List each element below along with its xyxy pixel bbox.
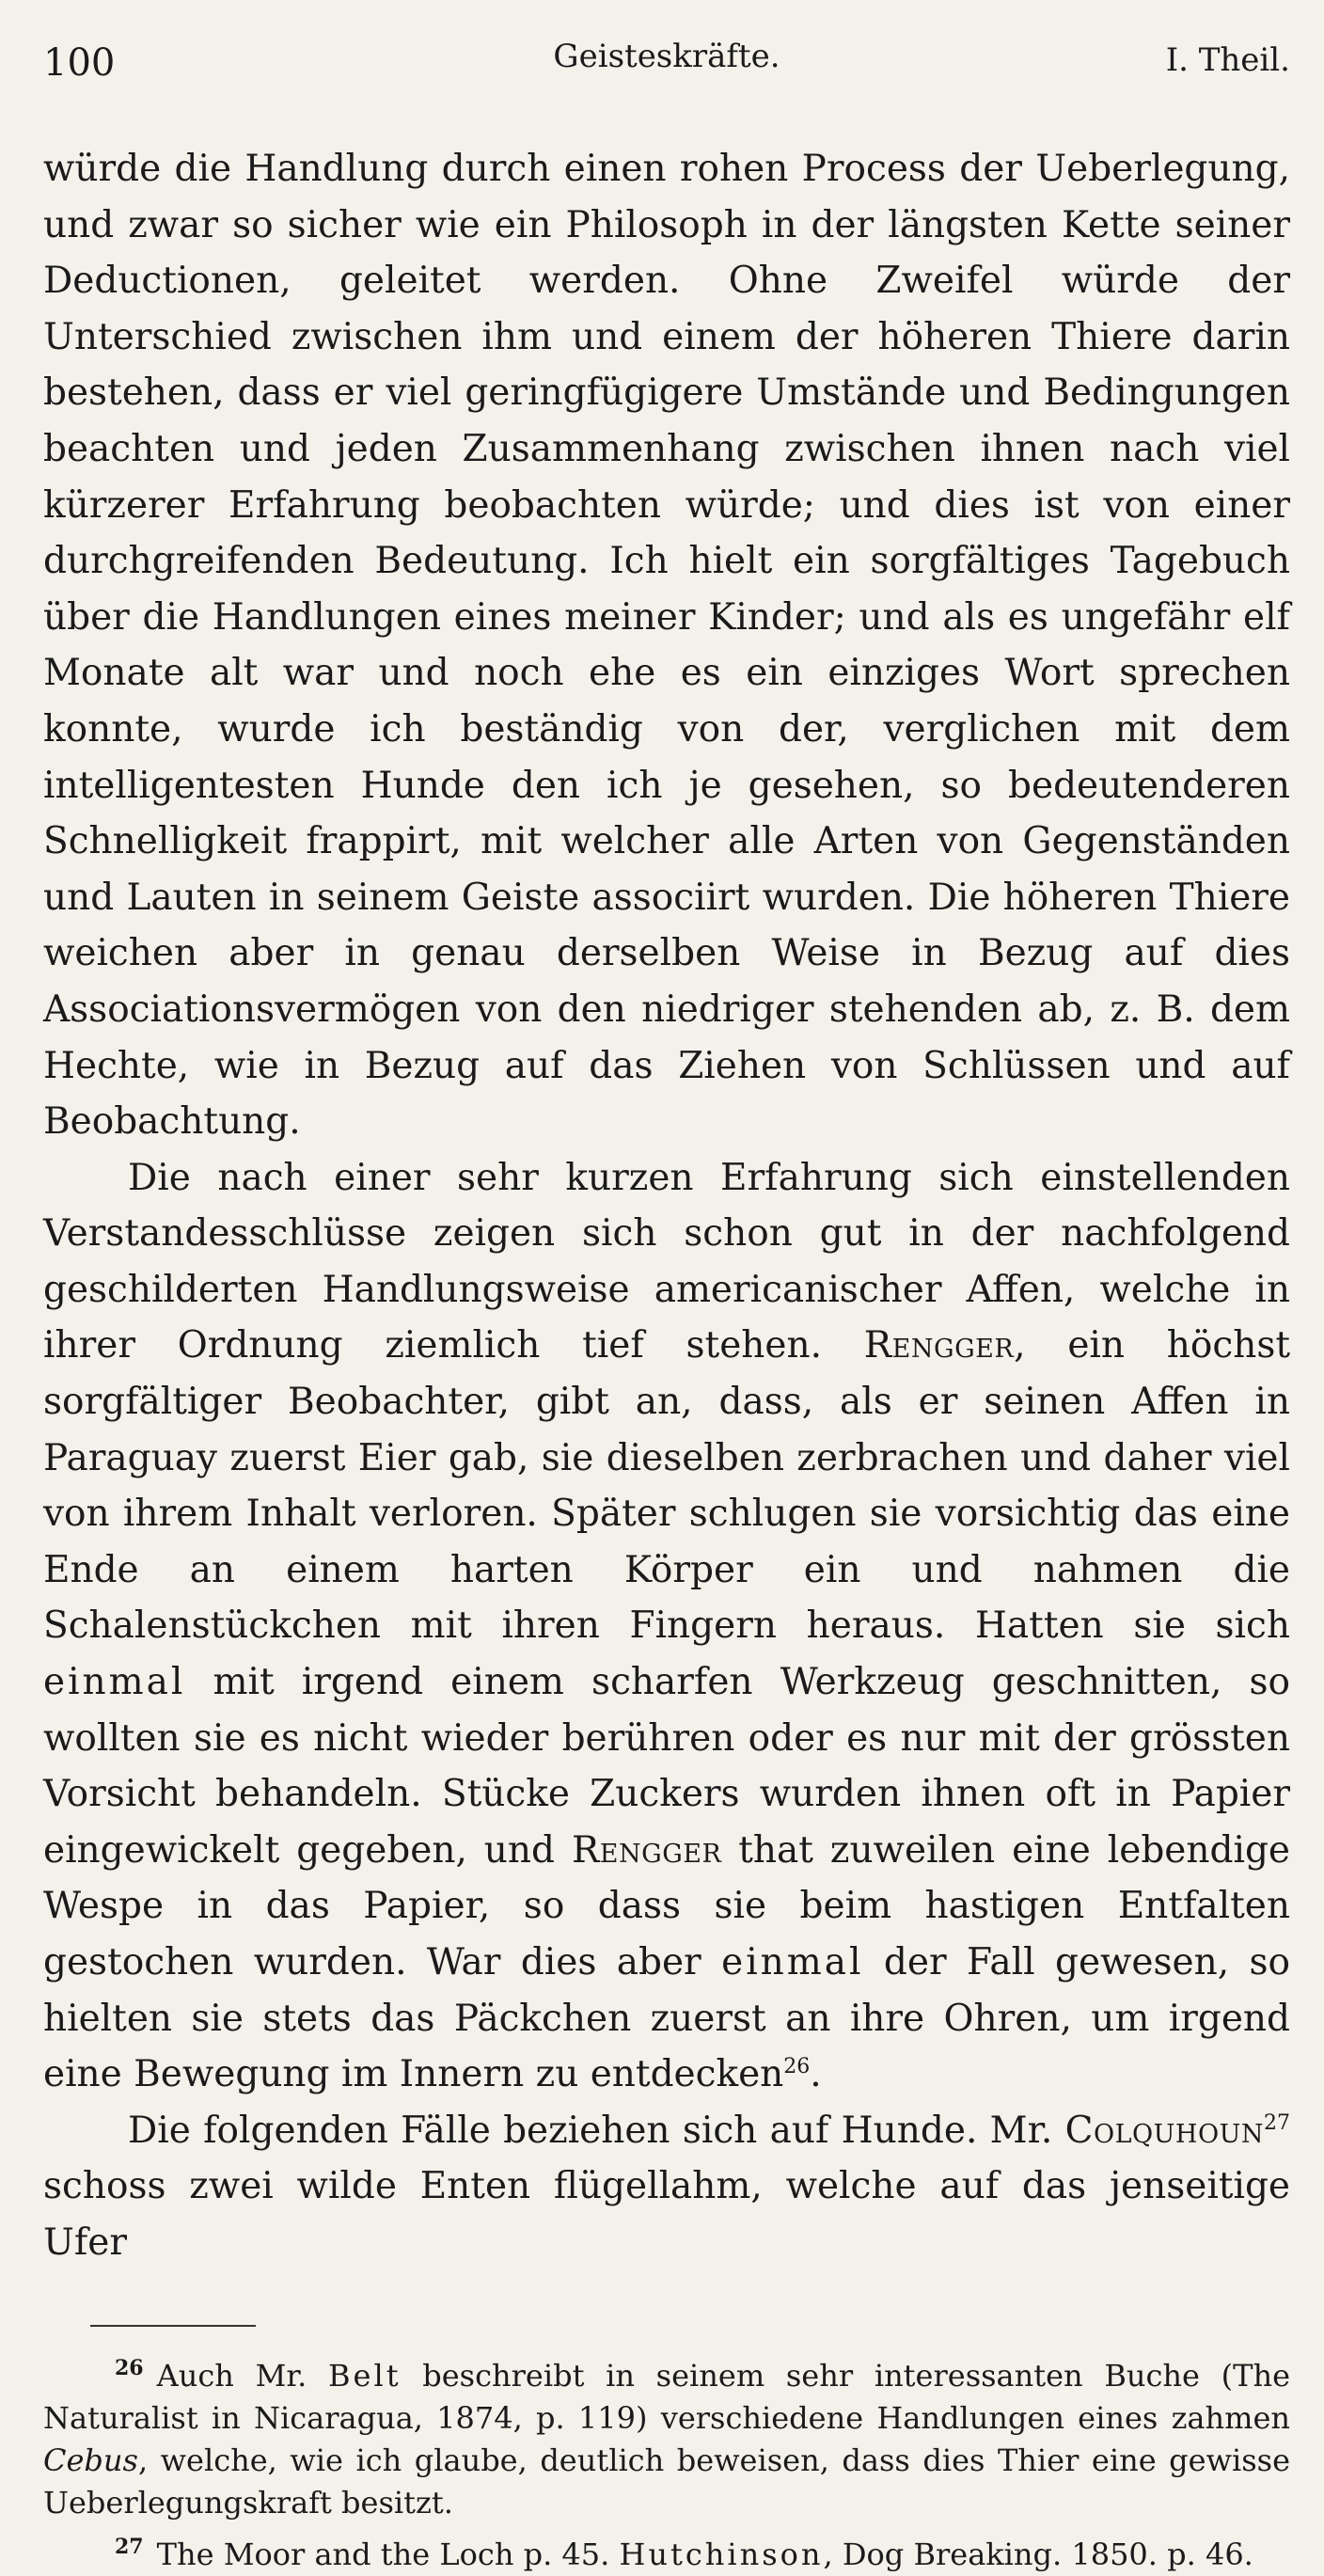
paragraph-2-part4: that zuweilen eine lebendige Wespe in das Papier, so dass sie beim hastigen Entfalten gestochen wurden. War dies aber [43, 1828, 1290, 1983]
footnote-26-italic: Cebus [43, 2442, 138, 2478]
footnotes [43, 2355, 1290, 2576]
footnote-ref-26[interactable]: 26 [783, 2055, 811, 2079]
footnote-26-part1: Auch Mr. [156, 2357, 307, 2394]
footnote-ref-27[interactable]: 27 [1264, 2110, 1290, 2135]
emphasis-einmal: einmal [43, 1661, 186, 1704]
page-number: 100 [43, 41, 116, 85]
author-name-rengger-2: Rengger [571, 1828, 722, 1872]
paragraph-2 [43, 1150, 1290, 2103]
body-text [43, 141, 1290, 2271]
paragraph-1-text: würde die Handlung durch einen rohen Process der Ueberlegung, und zwar so sicher wie ein Philosoph in der längsten Kette seiner Deductionen, geleitet werden. Ohne Zweifel würde der Unterschied zwischen ihm und einem der höheren Thiere darin bestehen, dass er viel geringfügigere Umstände und Bedingungen beachten und jeden Zusammenhang zwischen ihnen nach viel kürzerer Erfahrung beobachten würde; und dies ist von einer durchgreifenden Bedeutung. Ich hielt ein sorgfältiges Tagebuch über die Handlungen eines meiner Kinder; und als es ungefähr elf Monate alt war und noch ehe es ein einziges Wort sprechen konnte, wurde ich beständig von der, verglichen mit dem intelligentesten Hunde den ich je gesehen, so bedeutenderen Schnelligkeit frappirt, mit welcher alle Arten von Gegenständen und Lauten in seinem Geiste associirt wurden. Die höheren Thiere weichen aber in genau derselben Weise in Bezug auf dies Associationsvermögen von den niedriger stehenden ab, z. B. dem Hechte, wie in Bezug auf das Ziehen von Schlüssen und auf Beobachtung. [43, 148, 1290, 1144]
footnote-26 [43, 2355, 1290, 2524]
paragraph-2-part1: Die nach einer sehr kurzen Erfahrung sich einstellenden Verstandesschlüsse zeigen sich schon gut in der nachfolgend geschilderten Handlungsweise americanischer Affen, welche in ihrer Ordnung ziemlich tief stehen. [43, 1156, 1290, 1367]
footnote-26-part2: beschreibt in seinem sehr interessanten Buche (The Naturalist in Nicaragua, 1874, p. 119) verschiedene Handlungen eines zahmen [43, 2357, 1291, 2436]
footnote-26-part3: , welche, wie ich glaube, deutlich beweisen, dass dies Thier eine gewisse Ueberlegungskraft besitzt. [43, 2442, 1290, 2521]
footnote-divider [90, 2325, 256, 2327]
emphasis-einmal-2: einmal [721, 1941, 864, 1983]
paragraph-3-part2: schoss zwei wilde Enten flügellahm, welche auf das jenseitige Ufer [43, 2165, 1290, 2264]
part-label: I. Theil. [1165, 41, 1290, 79]
paragraph-2-part2: , ein höchst sorgfältiger Beobachter, gibt an, dass, als er seinen Affen in Paraguay zuerst Eier gab, sie dieselben zerbrachen und daher viel von ihrem Inhalt verloren. Später schlugen sie vorsichtig das eine Ende an einem harten Körper ein und nahmen die Schalenstückchen mit ihren Fingern heraus. Hatten sie sich [43, 1324, 1291, 1648]
page-header [43, 32, 1290, 90]
paragraph-1 [43, 141, 1290, 1150]
footnote-26-name: Belt [328, 2357, 402, 2394]
book-page [43, 32, 1290, 2576]
running-title: Geisteskräfte. [553, 38, 780, 75]
footnote-27-name: Hutchinson [619, 2536, 824, 2572]
footnote-27-part1: The Moor and the Loch p. 45. [156, 2536, 610, 2572]
footnote-mark-26: 26 [115, 2355, 144, 2380]
paragraph-2-part5: der Fall gewesen, so hielten sie stets das Päckchen zuerst an ihre Ohren, um irgend eine Bewegung im Innern zu entdecken [43, 1941, 1290, 2096]
paragraph-2-part3: mit irgend einem scharfen Werkzeug geschnitten, so wollten sie es nicht wieder berühren oder es nur mit der grössten Vorsicht behandeln. Stücke Zuckers wurden ihnen oft in Papier eingewickelt gegeben, und [43, 1661, 1290, 1872]
footnote-mark-27: 27 [115, 2534, 144, 2559]
paragraph-3 [43, 2103, 1290, 2271]
paragraph-3-part1: Die folgenden Fälle beziehen sich auf Hunde. Mr. [128, 2109, 1053, 2152]
author-name-colquhoun: Colquhoun [1064, 2109, 1264, 2152]
footnote-27-part2: , Dog Breaking. 1850. p. 46. [823, 2536, 1253, 2572]
footnote-27 [43, 2534, 1290, 2576]
author-name-rengger: Rengger [863, 1324, 1015, 1367]
paragraph-2-end: . [810, 2053, 822, 2096]
